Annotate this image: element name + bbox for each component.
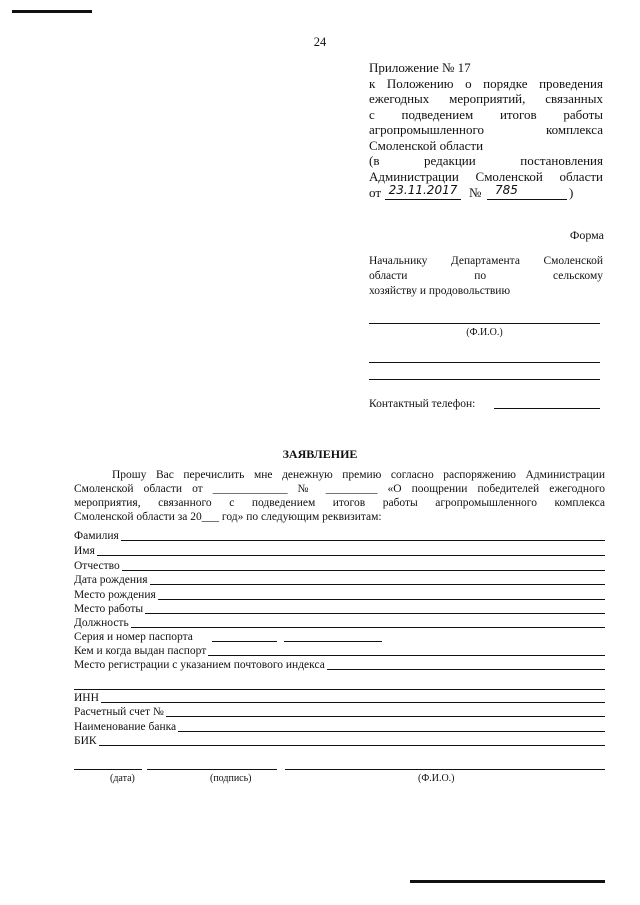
statement-body — [74, 468, 605, 524]
field-label: Имя — [74, 545, 95, 557]
page-number: 24 — [313, 35, 327, 49]
field-label: БИК — [74, 735, 97, 747]
number-handwritten: 785 — [487, 183, 567, 200]
field-position[interactable] — [74, 616, 605, 630]
appendix-line: ежегодных мероприятий, связанных — [369, 91, 603, 106]
appendix-line: Администрации Смоленской области — [369, 168, 603, 184]
field-registration[interactable] — [74, 658, 605, 672]
field-patronymic[interactable] — [74, 559, 605, 573]
field-label: Должность — [74, 617, 129, 629]
blank-line[interactable] — [369, 379, 600, 380]
field-passport-issued[interactable] — [74, 644, 605, 658]
form-label: Форма — [569, 228, 604, 242]
field-birth-place[interactable] — [74, 588, 605, 602]
addressee-block — [369, 254, 603, 299]
field-label: Фамилия — [74, 530, 119, 542]
scan-edge-top — [12, 10, 92, 13]
field-label: Наименование банка — [74, 721, 177, 733]
appendix-line: агропромышленного комплекса — [369, 122, 603, 137]
blank-line[interactable] — [369, 362, 600, 363]
body-line: Прошу Вас перечислить мне денежную премию согласно распоряжению Администрации — [112, 469, 605, 481]
statement-heading: ЗАЯВЛЕНИЕ — [282, 447, 358, 461]
field-bank-name[interactable] — [74, 720, 605, 734]
field-label: Место рождения — [74, 589, 156, 601]
signature-date-line[interactable] — [74, 769, 142, 770]
addressee-line: области по сельскому — [369, 270, 603, 282]
appendix-line: с подведением итогов работы — [369, 106, 603, 122]
passport-series-line[interactable] — [212, 641, 277, 642]
body-line: Смоленской области от _____________ № _________ «О поощрении победителей ежегодного — [74, 483, 605, 495]
phone-input-line[interactable] — [494, 408, 600, 409]
fio-blank-line[interactable] — [369, 323, 600, 324]
field-label: ИНН — [74, 692, 99, 704]
scan-edge-bottom — [410, 880, 605, 883]
field-label: Расчетный счет № — [74, 706, 164, 718]
appendix-line: Смоленской области — [369, 137, 484, 153]
appendix-line: (в редакции постановления — [369, 153, 603, 168]
addressee-line: Начальнику Департамента Смоленской — [369, 255, 603, 267]
passport-number-line[interactable] — [284, 641, 382, 642]
signature-fio-caption: (Ф.И.О.) — [418, 773, 455, 784]
body-line: мероприятия, связанного с подведением итогов работы агропромышленного комплекса — [74, 497, 605, 509]
date-prefix: от — [369, 185, 382, 200]
field-label: Серия и номер паспорта — [74, 631, 193, 643]
appendix-date-line — [369, 184, 603, 201]
signature-date-caption: (дата) — [110, 773, 135, 784]
appendix-block — [369, 60, 603, 201]
field-label: Отчество — [74, 560, 120, 572]
number-label: № — [469, 185, 482, 200]
appendix-title: Приложение № 17 — [369, 60, 471, 75]
signature-fio-line[interactable] — [285, 769, 605, 770]
field-birth-date[interactable] — [74, 573, 605, 587]
signature-sign-line[interactable] — [147, 769, 277, 770]
signature-sign-caption: (подпись) — [210, 773, 252, 784]
field-surname[interactable] — [74, 529, 605, 543]
phone-label: Контактный телефон: — [369, 398, 476, 410]
fio-caption: (Ф.И.О.) — [466, 327, 503, 338]
field-account[interactable] — [74, 705, 605, 719]
field-workplace[interactable] — [74, 602, 605, 616]
blank-line[interactable] — [74, 689, 605, 690]
field-inn[interactable] — [74, 691, 605, 705]
close-paren: ) — [569, 185, 574, 200]
field-label: Место работы — [74, 603, 144, 615]
field-bik[interactable] — [74, 734, 605, 748]
body-line: Смоленской области за 20___ год» по следующим реквизитам: — [74, 511, 382, 523]
field-label: Кем и когда выдан паспорт — [74, 645, 207, 657]
field-label: Дата рождения — [74, 574, 148, 586]
appendix-line: к Положению о порядке проведения — [369, 75, 603, 91]
addressee-line: хозяйству и продовольствию — [369, 285, 511, 297]
field-label: Место регистрации с указанием почтового индекса — [74, 659, 325, 671]
field-name[interactable] — [74, 544, 605, 558]
date-handwritten: 23.11.2017 — [385, 183, 461, 200]
